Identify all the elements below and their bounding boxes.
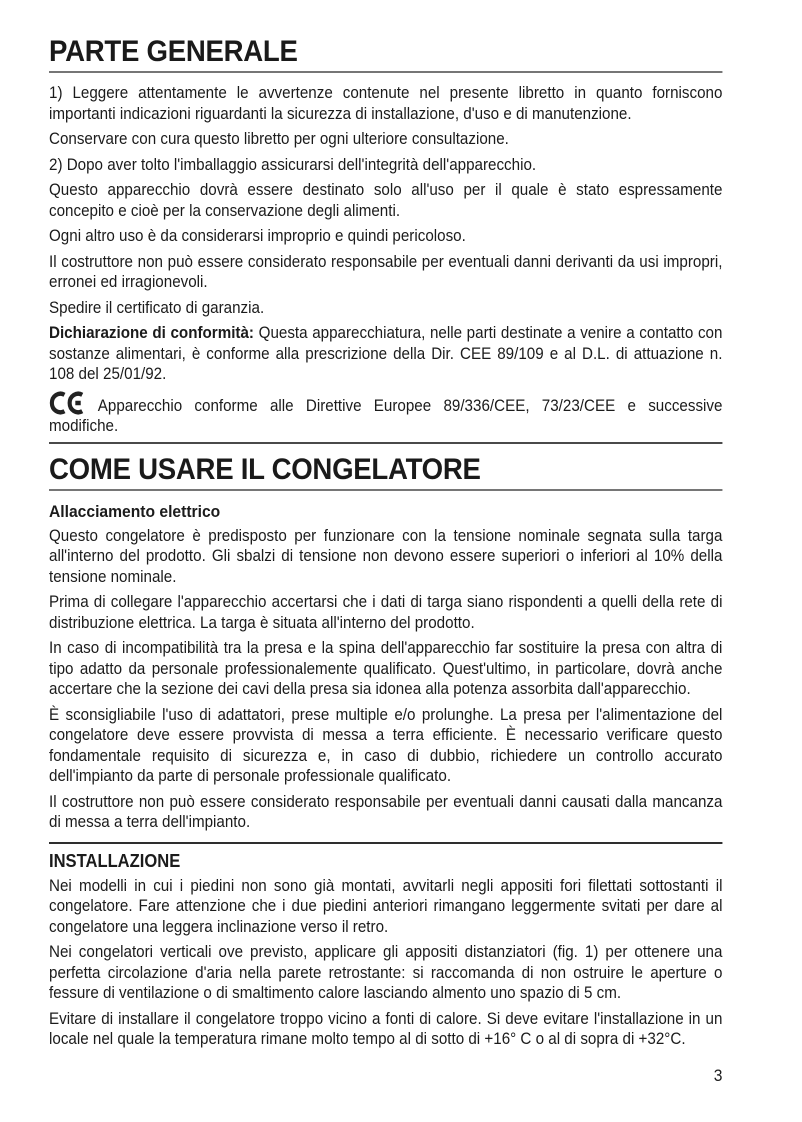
page-content xyxy=(49,36,722,1086)
paragraph-uso-destinato: Questo apparecchio dovrà essere destinato solo all'uso per il quale è stato espressamente concepito e cioè per la conservazione degli alimenti. xyxy=(49,181,723,220)
paragraph-ce xyxy=(49,390,722,437)
paragraph-piedini: Nei modelli in cui i piedini non sono già montati, avvitarli negli appositi fori filettati sottostanti il congelatore. Fare attenzione che i due piedini anteriori rimangano leggermente svitati per dare al congelatore una leggera inclinazione verso il retro. xyxy=(49,876,723,936)
paragraph-messa-a-terra: Il costruttore non può essere considerato responsabile per eventuali danni causati dalla mancanza di messa a terra dell'impianto. xyxy=(49,792,723,831)
ce-text: Apparecchio conforme alle Direttive Europee 89/336/CEE, 73/23/CEE e successive modifiche. xyxy=(49,396,723,435)
ce-mark-icon xyxy=(49,390,86,416)
paragraph-uso-improprio: Ogni altro uso è da considerarsi improprio e quindi pericoloso. xyxy=(49,227,466,245)
paragraph-conservare: Conservare con cura questo libretto per ogni ulteriore consultazione. xyxy=(49,130,509,148)
paragraph-avvertenze: 1) Leggere attentamente le avvertenze contenute nel presente libretto in quanto forniscono importanti indicazioni riguardanti la sicurezza di installazione, d'uso e di manutenzione. xyxy=(49,84,723,123)
divider xyxy=(49,842,722,844)
page-number: 3 xyxy=(713,1065,723,1085)
section-title-come-usare: COME USARE IL CONGELATORE xyxy=(49,454,722,491)
paragraph-tensione: Questo congelatore è predisposto per funzionare con la tensione nominale segnata sulla targa all'interno del prodotto. Gli sbalzi di tensione non devono essere superiori o inferiori al 10% della tensione nominale. xyxy=(49,526,723,586)
paragraph-fonti-calore: Evitare di installare il congelatore troppo vicino a fonti di calore. Si deve evitare l'installazione in un locale nel quale la temperatura rimane molto tempo al di sotto di +16° C o al di sopra di +32°C. xyxy=(49,1009,723,1048)
paragraph-imballaggio: 2) Dopo aver tolto l'imballaggio assicurarsi dell'integrità dell'apparecchio. xyxy=(49,155,537,174)
paragraph-distanziatori: Nei congelatori verticali ove previsto, applicare gli appositi distanziatori (fig. 1) per ottenere una perfetta circolazione d'aria nella parete retrostante: si raccomanda di non ostruire le aperture o fessure di ventilazione o di smaltimento calore lasciando almento uno spazio di 5 cm. xyxy=(49,943,723,1002)
paragraph-dati-targa: Prima di collegare l'apparecchio accertarsi che i dati di targa siano rispondenti a quelli della rete di distribuzione elettrica. La targa è situata all'interno del prodotto. xyxy=(49,593,723,632)
subheading-allacciamento: Allacciamento elettrico xyxy=(49,501,221,521)
paragraph-conformita xyxy=(49,323,722,385)
paragraph-incompatibilita: In caso di incompatibilità tra la presa e la spina dell'apparecchio far sostituire la presa con altra di tipo adatto da personale professionalemente qualificato. Quest'ultimo, in particolare, dovrà anche accertare che la sezione dei cavi della presa sia idonea alla potenza assorbita dall'apparecchio. xyxy=(49,639,723,698)
paragraph-adattatori: È sconsigliabile l'uso di adattatori, prese multiple e/o prolunghe. La presa per l'alimentazione del congelatore deve essere provvista di messa a terra efficiente. È necessario verificare questo fondamentale requisito di sicurezza e, in caso di dubbio, richiedere un controllo accurato dell'impianto da parte di personale professionale qualificato. xyxy=(49,705,723,785)
section-title-parte-generale: PARTE GENERALE xyxy=(49,36,722,73)
paragraph-responsabilita-usi: Il costruttore non può essere considerato responsabile per eventuali danni derivanti da usi impropri, erronei ed irragionevoli. xyxy=(49,252,723,291)
paragraph-garanzia: Spedire il certificato di garanzia. xyxy=(49,298,265,317)
subheading-installazione: INSTALLAZIONE xyxy=(49,850,181,871)
conformita-text: Questa apparecchiatura, nelle parti destinate a venire a contatto con sostanze alimentari, è conforme alla prescrizione della Dir. CEE 89/109 e al D.L. di attuazione n. 108 del 25/01/92. xyxy=(49,324,723,383)
conformita-lead: Dichiarazione di conformità: xyxy=(49,324,254,342)
divider xyxy=(49,442,722,444)
